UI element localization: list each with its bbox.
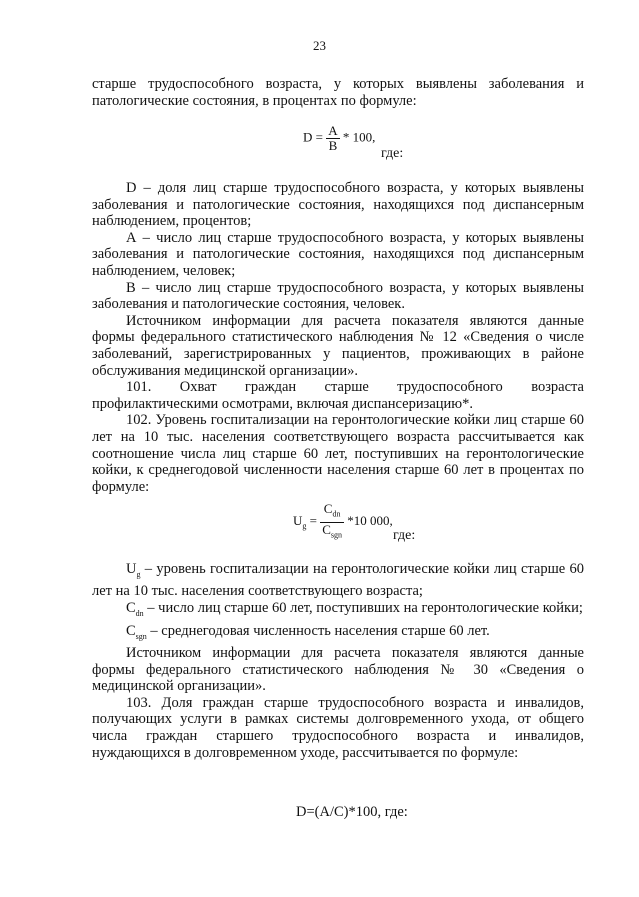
def-B: В – число лиц старше трудоспособного возраста, у которых выявлены заболевания и патологические состояния, человек. <box>92 279 584 313</box>
formula-Ug <box>293 502 393 542</box>
formula-Ug-lhs: $U_g$ <box>293 513 307 531</box>
item-103: 103. Доля граждан старше трудоспособного возраста и инвалидов, получающих услуги в рамках системы долговременного ухода, от общего числа граждан старшего трудоспособного возраста и инвалидов, нуждающихся в долговременном уходе, рассчитывается по формуле: <box>92 694 584 761</box>
formula-D-denominator: B <box>328 138 338 153</box>
formula-D-fraction <box>326 124 339 153</box>
source-paragraph-1: Источником информации для расчета показателя являются данные формы федерального статистического наблюдения № 12 «Сведения о числе заболеваний, зарегистрированных у пациентов, проживающих в районе обслуживания медицинской организации». <box>92 312 584 379</box>
formula-D-numerator: A <box>328 123 338 138</box>
page-number: 23 <box>313 38 326 53</box>
formula-D-lhs: D = <box>303 129 323 145</box>
formula-Ug-fraction <box>320 502 344 542</box>
formula-D-AC: D=(A/C)*100, где: <box>296 804 408 820</box>
def-A: А – число лиц старше трудоспособного возраста, у которых выявлены заболевания и патологические состояния, находящихся под диспансерным наблюдением, человек; <box>92 229 584 279</box>
formula-Ug-eq: = <box>309 513 317 529</box>
source-paragraph-2: Источником информации для расчета показателя являются данные формы федерального статистического наблюдения № 30 «Сведения о медицинской организации». <box>92 645 584 695</box>
intro-text: старше трудоспособного возраста, у которых выявлены заболевания и патологические состояния, в процентах по формуле: <box>92 76 584 109</box>
formula-Ug-denominator: $C_{sgn}$ <box>322 521 343 540</box>
formula-D-where: где: <box>381 146 404 161</box>
intro-paragraph <box>92 76 584 109</box>
formula-Ug-rest: *10 000, <box>347 513 393 529</box>
item-102: 102. Уровень госпитализации на геронтологические койки лиц старше 60 лет на 10 тыс. населения соответствующего возраста рассчитывается как соотношение числа лиц старше 60 лет, поступивших на геронтологические койки, к среднегодовой численности населения старше 60 лет в процентах по формуле: <box>92 412 584 495</box>
def-Ug: $U_g$ – уровень госпитализации на геронтологические койки лиц старше 60 лет на 10 тыс. населения соответствующего возраста; <box>92 561 584 600</box>
definitions-block-1 <box>92 180 584 495</box>
formula-Ug-where: где: <box>393 528 416 543</box>
formula-D-rest: * 100, <box>342 129 376 145</box>
formula-D <box>303 124 375 153</box>
item-101: 101. Охват граждан старше трудоспособного возраста профилактическими осмотрами, включая диспансеризацию*. <box>92 379 584 412</box>
def-Cdn: $C_{dn}$ – число лиц старше 60 лет, поступивших на геронтологические койки; <box>126 600 583 618</box>
def-Csgn: $C_{sgn}$ – среднегодовая численность населения старше 60 лет. <box>126 622 490 641</box>
definitions-block-2 <box>92 561 584 761</box>
formula-Ug-numerator: $C_{dn}$ <box>320 502 344 523</box>
def-D: D – доля лиц старше трудоспособного возраста, у которых выявлены заболевания и патологические состояния, находящихся под диспансерным наблюдением, процентов; <box>92 180 584 230</box>
